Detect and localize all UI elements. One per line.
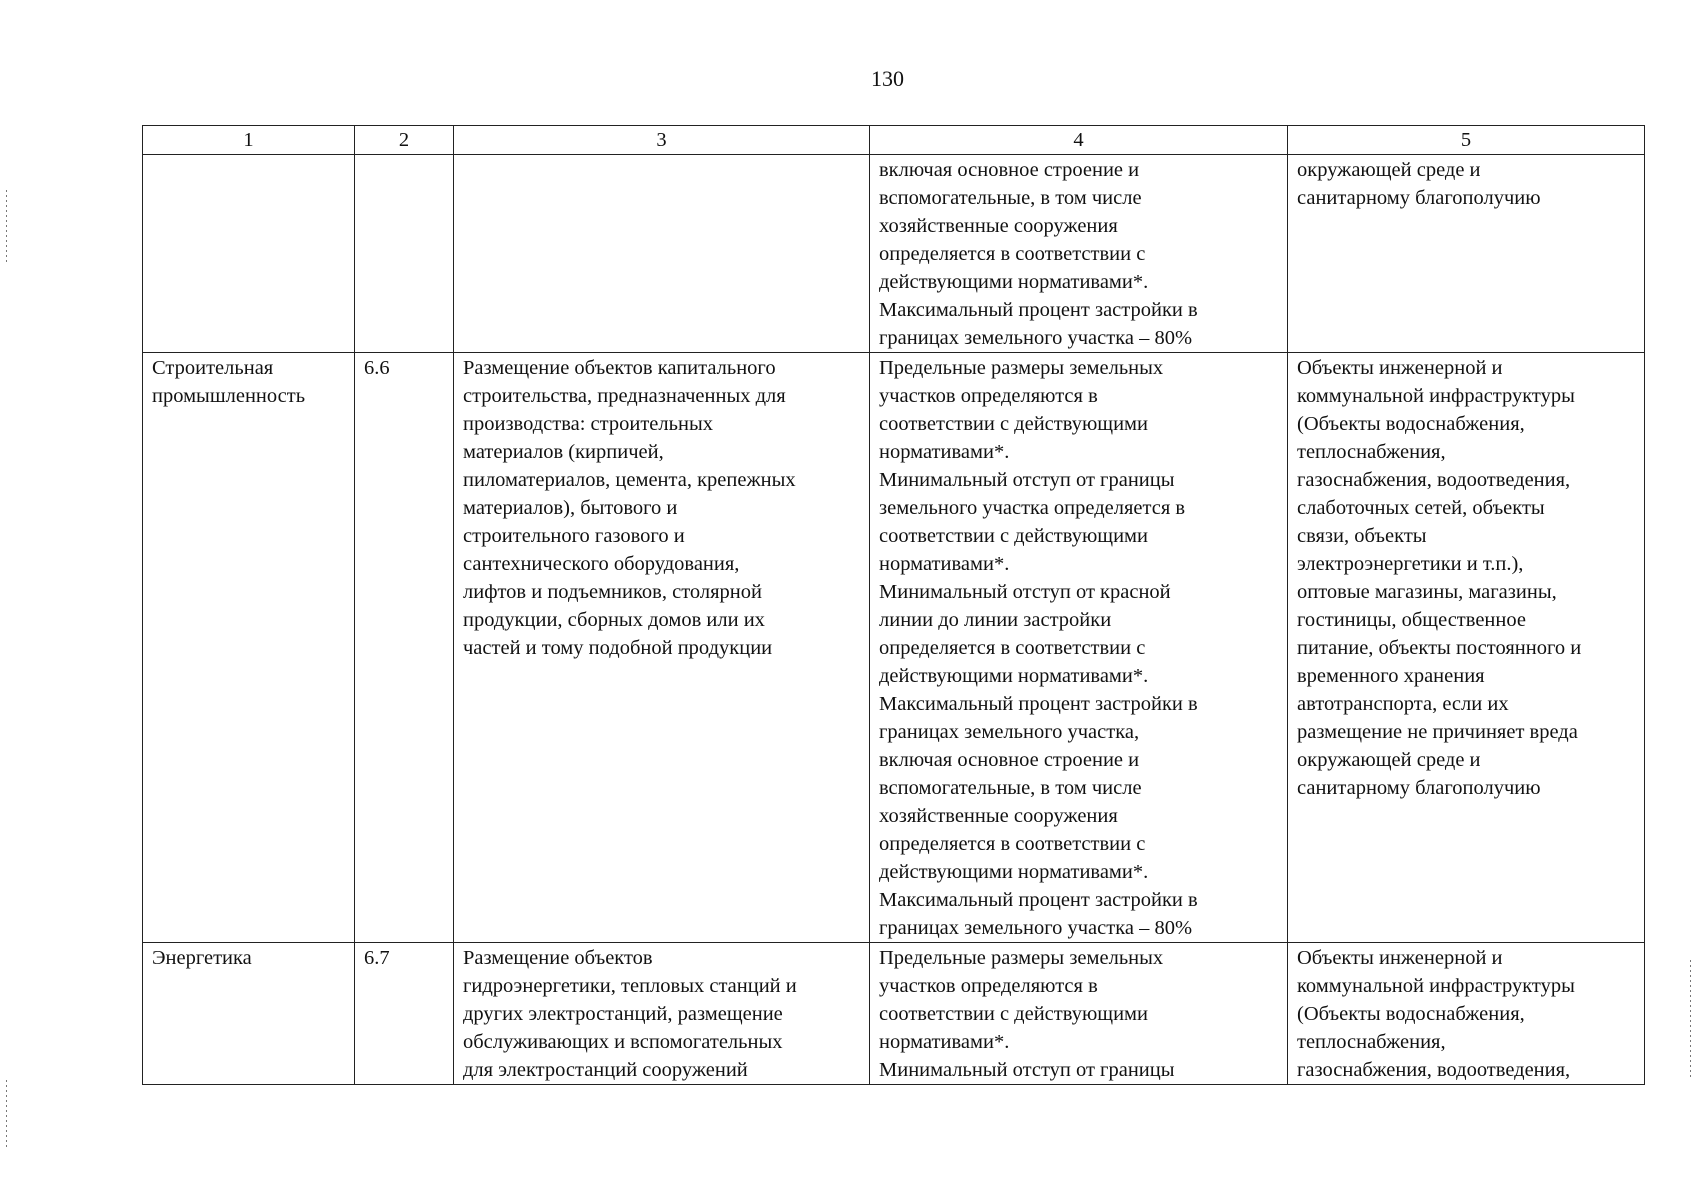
use-name-cell: Строительная промышленность — [143, 353, 355, 943]
column-header: 4 — [870, 126, 1288, 155]
auxiliary-uses-cell: Объекты инженерной и коммунальной инфраструктуры (Объекты водоснабжения, теплоснабжения, газоснабжения, водоотведения, — [1288, 943, 1645, 1085]
use-code-cell — [355, 155, 454, 353]
use-description-cell: Размещение объектов гидроэнергетики, тепловых станций и других электростанций, размещение обслуживающих и вспомогательных для электростанций сооружений — [454, 943, 870, 1085]
column-header: 3 — [454, 126, 870, 155]
use-code-cell: 6.7 — [355, 943, 454, 1085]
table-row — [143, 943, 1645, 1085]
table-row — [143, 353, 1645, 943]
auxiliary-uses-cell: окружающей среде и санитарному благополучию — [1288, 155, 1645, 353]
zoning-table — [142, 125, 1645, 1085]
use-name-cell — [143, 155, 355, 353]
use-description-cell: Размещение объектов капитального строительства, предназначенных для производства: строительных материалов (кирпичей, пиломатериалов, цемента, крепежных материалов), бытового и строительного газового и сантехнического оборудования, лифтов и подъемников, столярной продукции, сборных домов или их частей и тому подобной продукции — [454, 353, 870, 943]
table-row — [143, 155, 1645, 353]
column-header: 2 — [355, 126, 454, 155]
auxiliary-uses-cell: Объекты инженерной и коммунальной инфраструктуры (Объекты водоснабжения, теплоснабжения, газоснабжения, водоотведения, слаботочных сетей, объекты связи, объекты электроэнергетики и т.п.), оптовые магазины, магазины, гостиницы, общественное питание, объекты постоянного и временного хранения автотранспорта, если их размещение не причиняет вреда окружающей среде и санитарному благополучию — [1288, 353, 1645, 943]
scan-edge-mark-left-top — [6, 190, 7, 262]
scan-edge-mark-left-bottom — [6, 1080, 7, 1150]
use-description-cell — [454, 155, 870, 353]
table-header-row — [143, 126, 1645, 155]
use-name-cell: Энергетика — [143, 943, 355, 1085]
column-header: 5 — [1288, 126, 1645, 155]
column-header: 1 — [143, 126, 355, 155]
parameters-cell: Предельные размеры земельных участков определяются в соответствии с действующими нормативами*. Минимальный отступ от границы — [870, 943, 1288, 1085]
scan-edge-mark-right — [1690, 960, 1691, 1080]
parameters-cell: Предельные размеры земельных участков определяются в соответствии с действующими нормативами*. Минимальный отступ от границы земельного участка определяется в соответствии с действующими нормативами*. Минимальный отступ от красной линии до линии застройки определяется в соответствии с действующими нормативами*. Максимальный процент застройки в границах земельного участка, включая основное строение и вспомогательные, в том числе хозяйственные сооружения определяется в соответствии с действующими нормативами*. Максимальный процент застройки в границах земельного участка – 80% — [870, 353, 1288, 943]
use-code-cell: 6.6 — [355, 353, 454, 943]
parameters-cell: включая основное строение и вспомогательные, в том числе хозяйственные сооружения определяется в соответствии с действующими нормативами*. Максимальный процент застройки в границах земельного участка – 80% — [870, 155, 1288, 353]
page-number: 130 — [871, 66, 904, 91]
